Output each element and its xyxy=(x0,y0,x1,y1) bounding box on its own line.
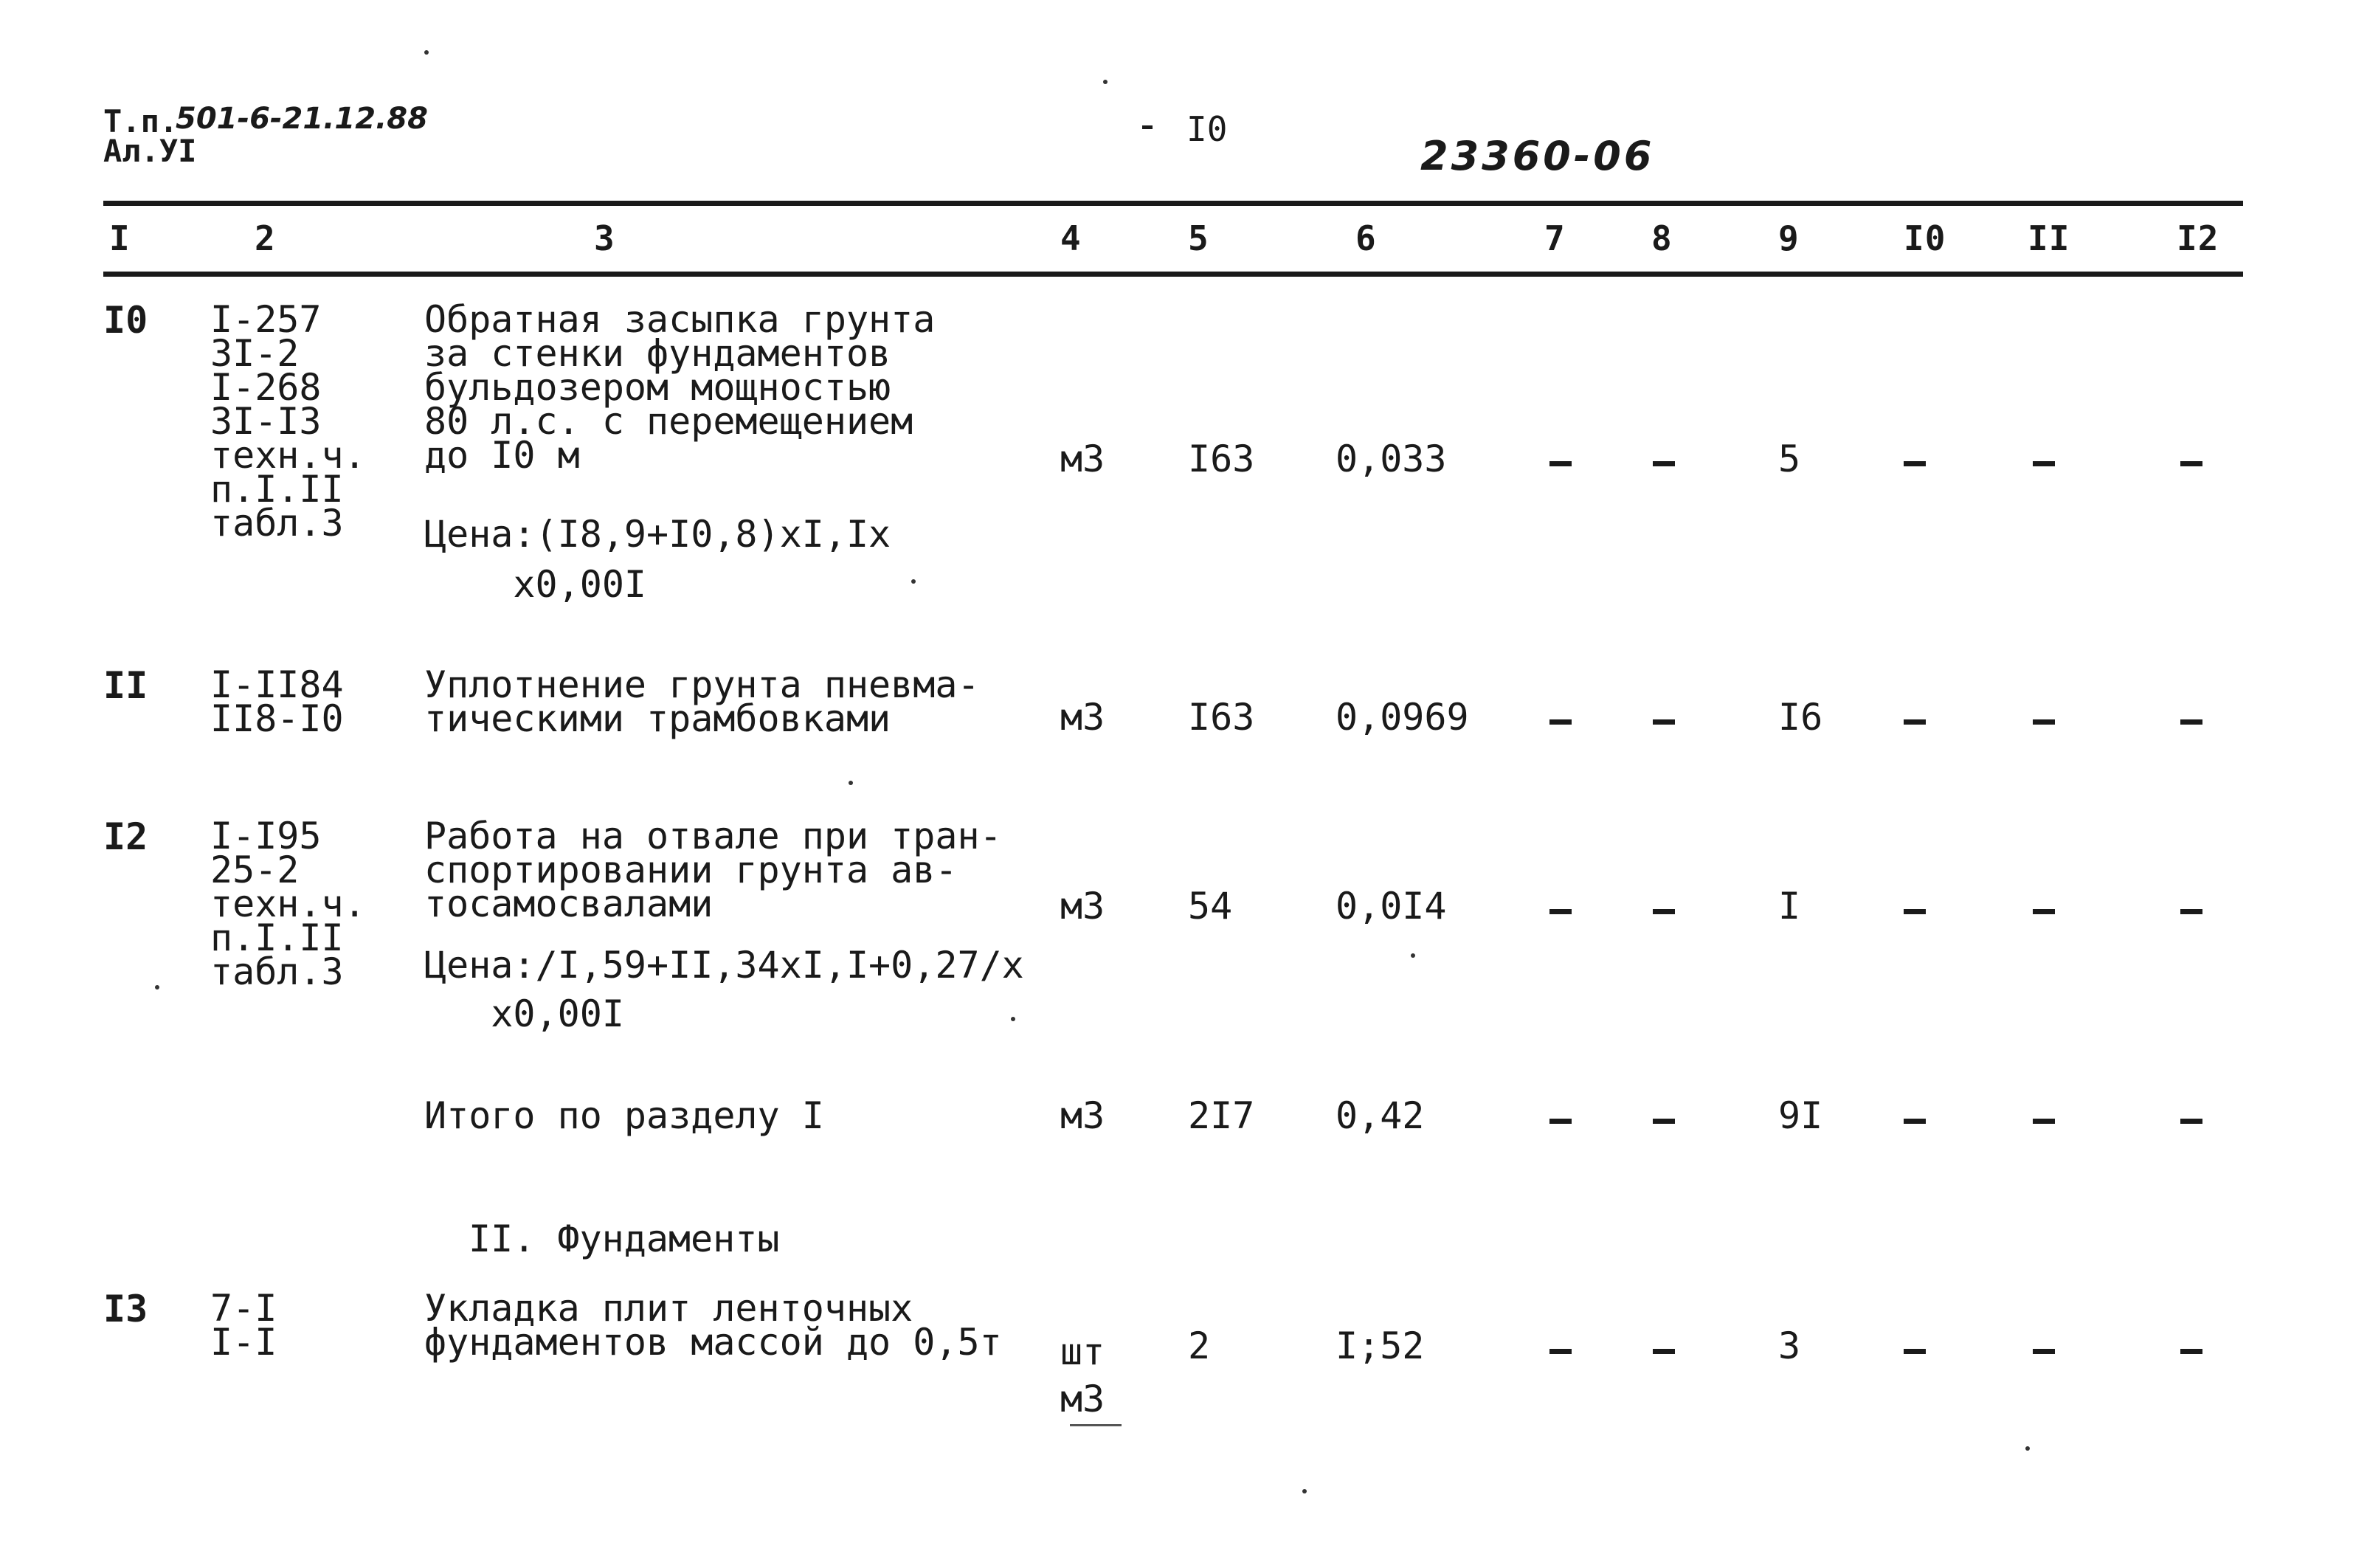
row-col8-dash xyxy=(1653,909,1675,914)
row-col8-dash xyxy=(1653,1349,1675,1354)
subtotal-col7-dash xyxy=(1549,1119,1572,1124)
scan-speck xyxy=(1103,80,1108,84)
row-number: I2 xyxy=(103,815,148,858)
subtotal-col10-dash xyxy=(1904,1119,1926,1124)
subtotal-quantity: 2I7 xyxy=(1188,1094,1255,1137)
row-col6: 0,0969 xyxy=(1336,696,1469,739)
subtotal-col12-dash xyxy=(2180,1119,2202,1124)
col-header-2: 2 xyxy=(255,218,276,258)
scan-speck xyxy=(1411,953,1415,958)
col-header-9: 9 xyxy=(1778,218,1800,258)
row-col11-dash xyxy=(2033,1349,2055,1354)
row-code: I-257 3I-2 I-268 3I-I3 техн.ч. п.I.II табл.3 xyxy=(210,298,366,545)
row-col12-dash xyxy=(2180,461,2202,466)
page-dash xyxy=(1142,125,1153,129)
col-header-10: I0 xyxy=(1904,218,1946,258)
row-col11-dash xyxy=(2033,909,2055,914)
scan-speck xyxy=(849,781,853,785)
page-number: I0 xyxy=(1186,109,1228,149)
row-col10-dash xyxy=(1904,719,1926,725)
row-col6: I;52 xyxy=(1336,1324,1425,1367)
subtotal-col11-dash xyxy=(2033,1119,2055,1124)
row-code: 7-I I-I xyxy=(210,1287,277,1364)
row-quantity: I63 xyxy=(1188,438,1255,480)
row-col11-dash xyxy=(2033,719,2055,725)
col-header-3: 3 xyxy=(594,218,615,258)
row-col10-dash xyxy=(1904,461,1926,466)
row-quantity: 54 xyxy=(1188,885,1233,928)
row-col9: 3 xyxy=(1778,1324,1801,1367)
header-top-rule xyxy=(103,201,2243,206)
row-quantity: 2 xyxy=(1188,1324,1211,1367)
row-col7-dash xyxy=(1549,719,1572,725)
doc-code: 23360-06 xyxy=(1420,133,1655,179)
row-unit: м3 xyxy=(1060,696,1105,739)
unit-underline xyxy=(1070,1424,1122,1426)
row-col12-dash xyxy=(2180,909,2202,914)
row-col10-dash xyxy=(1904,909,1926,914)
row-col6: 0,0I4 xyxy=(1336,885,1447,928)
subtotal-label: Итого по разделу I xyxy=(424,1094,824,1137)
col-header-6: 6 xyxy=(1355,218,1377,258)
row-col7-dash xyxy=(1549,909,1572,914)
row-col8-dash xyxy=(1653,719,1675,725)
row-col7-dash xyxy=(1549,1349,1572,1354)
row-col11-dash xyxy=(2033,461,2055,466)
col-header-5: 5 xyxy=(1188,218,1209,258)
sheet-label: Ал.УI xyxy=(103,133,197,169)
row-number: II xyxy=(103,664,148,707)
row-description: Укладка плит ленточных фундаментов массой до 0,5т xyxy=(424,1287,1002,1364)
row-unit: м3 xyxy=(1060,438,1105,480)
row-col8-dash xyxy=(1653,461,1675,466)
tp-prefix: Т.п. xyxy=(103,103,179,139)
row-col7-dash xyxy=(1549,461,1572,466)
scan-speck xyxy=(1011,1017,1015,1021)
row-number: I3 xyxy=(103,1288,148,1330)
scan-speck xyxy=(911,579,916,584)
row-col10-dash xyxy=(1904,1349,1926,1354)
row-col6: 0,033 xyxy=(1336,438,1447,480)
subtotal-col8-dash xyxy=(1653,1119,1675,1124)
col-header-11: II xyxy=(2028,218,2070,258)
col-header-8: 8 xyxy=(1651,218,1673,258)
row-col9: I6 xyxy=(1778,696,1823,739)
col-header-12: I2 xyxy=(2177,218,2219,258)
header-bottom-rule xyxy=(103,272,2243,277)
row-code: I-I95 25-2 техн.ч. п.I.II табл.3 xyxy=(210,815,366,993)
row-col12-dash xyxy=(2180,1349,2202,1354)
section-heading: II. Фундаменты xyxy=(469,1218,780,1260)
row-unit: м3 xyxy=(1060,885,1105,928)
scan-speck xyxy=(424,50,429,55)
row-price-formula: Цена:/I,59+II,34xI,I+0,27/x x0,00I xyxy=(424,944,1024,1035)
row-col9: 5 xyxy=(1778,438,1801,480)
row-description: Обратная засыпка грунта за стенки фундаментов бульдозером мощностью 80 л.с. с перемещением до I0 м xyxy=(424,298,936,477)
scan-speck xyxy=(1302,1489,1307,1493)
tp-number: 501-6-21.12.88 xyxy=(176,102,428,136)
subtotal-col9: 9I xyxy=(1778,1094,1823,1137)
row-price-formula: Цена:(I8,9+I0,8)xI,Ix x0,00I xyxy=(424,513,891,606)
row-code: I-II84 II8-I0 xyxy=(210,663,344,740)
row-col9: I xyxy=(1778,885,1801,928)
scan-speck xyxy=(2025,1446,2030,1451)
col-header-7: 7 xyxy=(1544,218,1566,258)
row-unit: шт м3 xyxy=(1060,1330,1105,1420)
subtotal-unit: м3 xyxy=(1060,1094,1105,1137)
row-number: I0 xyxy=(103,299,148,342)
subtotal-col6: 0,42 xyxy=(1336,1094,1425,1137)
row-description: Работа на отвале при тран- спортировании грунта ав- тосамосвалами xyxy=(424,815,1002,925)
row-col12-dash xyxy=(2180,719,2202,725)
col-header-4: 4 xyxy=(1060,218,1082,258)
col-header-1: I xyxy=(109,218,131,258)
row-description: Уплотнение грунта пневма- тическими трамбовками xyxy=(424,663,980,740)
scan-speck xyxy=(155,985,159,990)
row-quantity: I63 xyxy=(1188,696,1255,739)
